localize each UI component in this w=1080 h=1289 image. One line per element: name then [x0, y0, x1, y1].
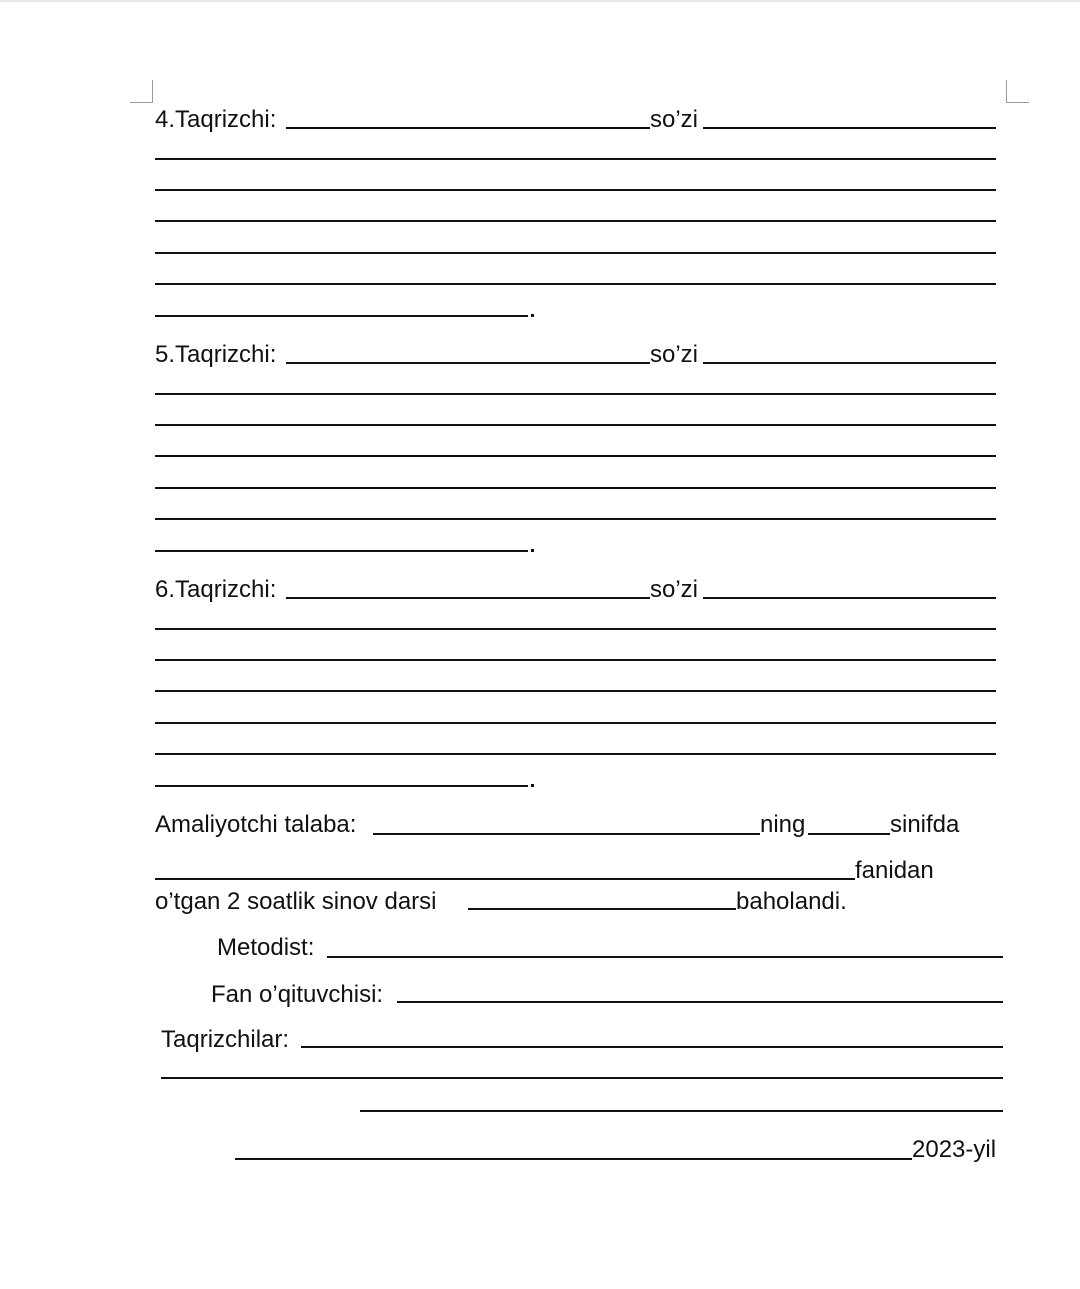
reviewer-4-comment-line — [155, 252, 996, 254]
baholandi-label: baholandi. — [736, 888, 847, 915]
taqrizchilar-line — [161, 1077, 1003, 1079]
subject-line — [155, 878, 855, 880]
metodist-label: Metodist: — [217, 934, 315, 961]
fanidan-label: fanidan — [855, 857, 934, 884]
reviewer-5-final-line — [155, 550, 528, 552]
reviewer-6-name-line — [286, 597, 650, 599]
reviewer-4-label: 4.Taqrizchi: — [155, 106, 277, 133]
reviewer-5-comment-line — [155, 424, 996, 426]
reviewer-6-final-line — [155, 785, 528, 787]
reviewer-6-comment-line — [155, 690, 996, 692]
taqrizchilar-line — [360, 1110, 1003, 1112]
reviewer-5-comment-line — [155, 393, 996, 395]
reviewer-6-comment-line — [155, 659, 996, 661]
amaliyotchi-label: Amaliyotchi talaba: — [155, 811, 357, 838]
year-label: 2023-yil — [912, 1136, 997, 1163]
fan-oqituvchisi-line — [397, 1001, 1003, 1003]
taqrizchilar-line — [301, 1046, 1003, 1048]
reviewer-6-period — [531, 784, 534, 787]
reviewer-4-period — [531, 314, 534, 317]
reviewer-4-comment-line — [155, 158, 996, 160]
page-margin-corner-left — [130, 80, 153, 103]
ning-label: ning — [760, 811, 806, 838]
reviewer-6-comment-line — [155, 628, 996, 630]
reviewer-4-comment-line — [155, 189, 996, 191]
reviewer-6-comment-line — [155, 753, 996, 755]
reviewer-4-sozi-label: so’zi — [650, 106, 699, 133]
metodist-line — [327, 956, 1003, 958]
otgan-label: o’tgan 2 soatlik sinov darsi — [155, 888, 437, 915]
reviewer-6-sozi-line — [703, 597, 996, 599]
grade-line — [468, 908, 736, 910]
reviewer-5-period — [531, 549, 534, 552]
reviewer-5-comment-line — [155, 455, 996, 457]
reviewer-5-comment-line — [155, 487, 996, 489]
class-line — [808, 833, 890, 835]
taqrizchilar-label: Taqrizchilar: — [161, 1026, 290, 1053]
reviewer-5-sozi-label: so’zi — [650, 341, 699, 368]
date-line — [235, 1158, 912, 1160]
reviewer-5-comment-line — [155, 518, 996, 520]
reviewer-4-comment-line — [155, 220, 996, 222]
reviewer-4-comment-line — [155, 283, 996, 285]
reviewer-5-label: 5.Taqrizchi: — [155, 341, 277, 368]
reviewer-6-comment-line — [155, 722, 996, 724]
reviewer-5-name-line — [286, 362, 650, 364]
reviewer-4-sozi-line — [703, 127, 996, 129]
sinifda-label: sinifda — [890, 811, 960, 838]
fan-oqituvchisi-label: Fan o’qituvchisi: — [211, 981, 384, 1008]
reviewer-4-final-line — [155, 315, 528, 317]
page-margin-corner-right — [1006, 80, 1029, 103]
reviewer-6-sozi-label: so’zi — [650, 576, 699, 603]
student-name-line — [373, 833, 760, 835]
page-top-border — [0, 0, 1080, 2]
reviewer-5-sozi-line — [703, 362, 996, 364]
reviewer-4-name-line — [286, 127, 650, 129]
reviewer-6-label: 6.Taqrizchi: — [155, 576, 277, 603]
